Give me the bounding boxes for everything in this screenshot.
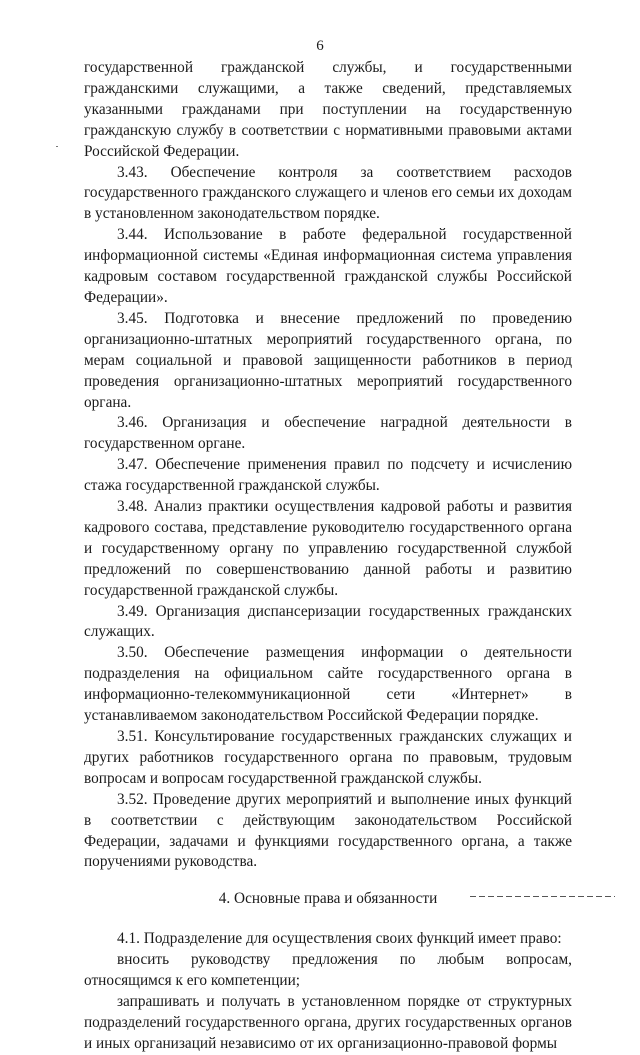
paragraph-3-46: 3.46. Организация и обеспечение наградной деятельности в государственном органе. bbox=[84, 414, 572, 453]
paragraph-right-2: запрашивать и получать в установленном порядке от структурных подразделений государственного органа, других государственных органов и иных организаций независимо от их организационно-правовой формы bbox=[84, 992, 572, 1052]
paragraph-3-47: 3.47. Обеспечение применения правил по подсчету и исчислению стажа государственной гражданской службы. bbox=[84, 456, 572, 495]
paragraph-right-1: вносить руководству предложения по любым вопросам, относящимся к его компетенции; bbox=[84, 951, 572, 990]
paragraph-3-48: 3.48. Анализ практики осуществления кадровой работы и развития кадрового состава, представление руководителю государственного органа и государственному органу по управлению государственной службой предложений по совершенствованию данной работы и развитию государственной гражданской службы. bbox=[84, 498, 572, 599]
paragraph-3-44: 3.44. Использование в работе федеральной государственной информационной системы «Единая информационная система управления кадровым составом государственной гражданской службы Российской Федерации». bbox=[84, 226, 572, 306]
document-body bbox=[84, 58, 572, 1055]
section-heading: 4. Основные права и обязанности bbox=[218, 890, 438, 908]
paragraph-3-49: 3.49. Организация диспансеризации государственных гражданских служащих. bbox=[84, 602, 572, 641]
paragraph-3-43: 3.43. Обеспечение контроля за соответствием расходов государственного гражданского служащего и членов его семьи их доходам в установленном законодательством порядке. bbox=[84, 163, 572, 223]
paragraph-continuation: государственной гражданской службы, и государственными гражданскими служащими, а также сведений, представляемых указанными гражданами при поступлении на государственную гражданскую службу в соответствии с нормативными правовыми актами Российской Федерации. bbox=[84, 59, 572, 160]
page-number: 6 bbox=[316, 38, 324, 54]
paragraph-3-50: 3.50. Обеспечение размещения информации о деятельности подразделения на официальном сайте государственного органа в информационно-телекоммуникационной сети «Интернет» в устанавливаемом законодательством Российской Федерации порядке. bbox=[84, 644, 572, 725]
paragraph-3-51: 3.51. Консультирование государственных гражданских служащих и других работников государственного органа по правовым, трудовым вопросам и вопросам государственной гражданской службы. bbox=[84, 728, 572, 787]
scan-speck bbox=[56, 146, 58, 147]
paragraph-3-45: 3.45. Подготовка и внесение предложений по проведению организационно-штатных мероприятий государственного органа, по мерам социальной и правовой защищенности работников в период проведения организационно-штатных мероприятий государственного органа. bbox=[84, 309, 572, 411]
paragraph-4-1: 4.1. Подразделение для осуществления своих функций имеет право: bbox=[117, 930, 562, 948]
scan-footer-line bbox=[470, 896, 615, 897]
paragraph-3-52: 3.52. Проведение других мероприятий и выполнение иных функций в соответствии с действующим законодательством Российской Федерации, задачами и функциями государственного органа, а также поручениями руководства. bbox=[84, 790, 572, 871]
